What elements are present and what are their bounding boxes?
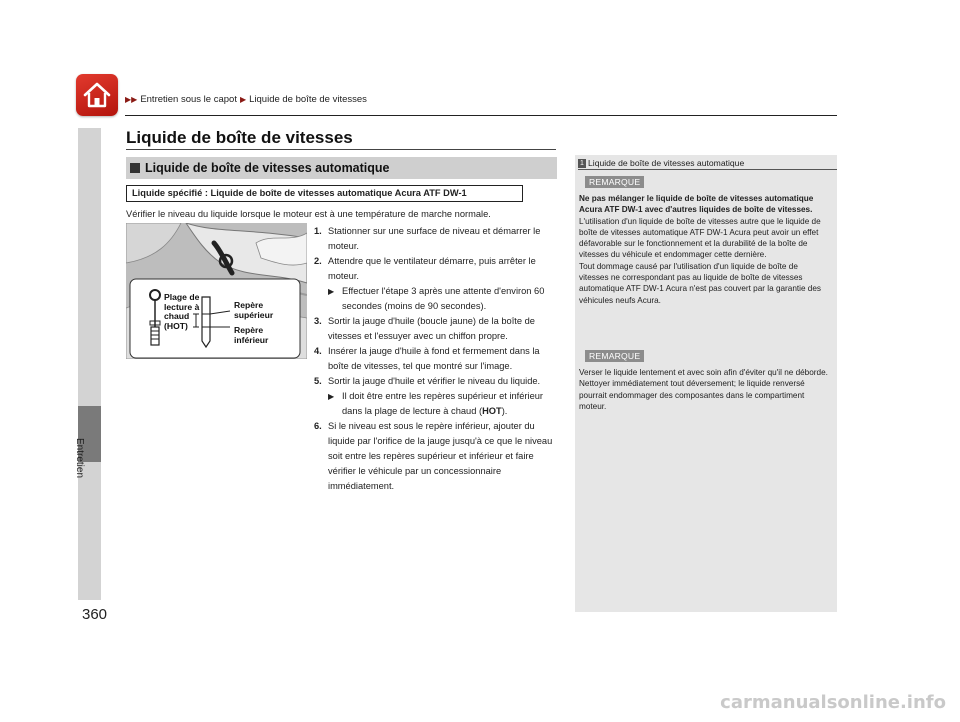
section-square-icon bbox=[130, 163, 140, 173]
remark-badge-2: REMARQUE bbox=[585, 350, 644, 362]
step-1: 1. Stationner sur une surface de niveau et démarrer le moteur. bbox=[314, 226, 541, 251]
remark-note-1: Ne pas mélanger le liquide de boîte de vitesses automatique Acura ATF DW-1 avec d'autres liquides de boîte de vitesses. L'utilisation d'un liquide de boîte de vitesses autre que le liquide de boîte de vitesses automatique ATF DW-1 Acura peut avoir un effet défavorable sur le fonctionnement et la durabilité de la boîte de vitesses du véhicule et endommager cette dernière. Tout dommage causé par l'utilisation d'un liquide de boîte de vitesses ne correspondant pas au liquide de boîte de vitesses automatique ATF DW-1 Acura n'est pas couvert par la garantie des véhicules neufs Acura. bbox=[579, 194, 822, 305]
title-divider bbox=[126, 149, 556, 150]
step-4: 4. Insérer la jauge d'huile à fond et fermement dans la boîte de vitesses, tel que montré sur l'image. bbox=[314, 346, 540, 371]
step-2: 2. Attendre que le ventilateur démarre, puis arrêter le moteur. bbox=[314, 256, 536, 281]
triangle-icon: ▶ bbox=[328, 287, 335, 296]
step-6: 6. Si le niveau est sous le repère inférieur, ajouter du liquide par l'orifice de la jauge jusqu'à ce que le niveau soit entre les repères supérieur et inférieur et faire vérifier le véhicule par un concessionnaire immédiatement. bbox=[314, 421, 553, 491]
step-5: 5. Sortir la jauge d'huile et vérifier le niveau du liquide. bbox=[314, 376, 541, 386]
page-number: 360 bbox=[82, 606, 108, 623]
procedure-steps bbox=[314, 224, 559, 494]
side-panel-divider bbox=[578, 169, 837, 170]
step-2-substep: ▶ Effectuer l'étape 3 après une attente d'environ 60 secondes (moins de 90 secondes). bbox=[328, 286, 545, 311]
intro-text: Vérifier le niveau du liquide lorsque le moteur est à une température de marche normale. bbox=[126, 209, 491, 219]
step-5-substep: ▶ Il doit être entre les repères supérieur et inférieur dans la plage de lecture à chaud (HOT). bbox=[328, 391, 544, 416]
watermark: carmanualsonline.info bbox=[720, 692, 946, 713]
lower-mark-label: Repère inférieur bbox=[234, 325, 269, 345]
remark-badge-1: REMARQUE bbox=[585, 176, 644, 188]
breadcrumb-link-1[interactable]: Entretien sous le capot bbox=[140, 94, 237, 105]
remark-note-2: Verser le liquide lentement et avec soin afin d'éviter qu'il ne déborde. Nettoyer immédiatement tout déversement; le liquide renversé pourrait endommager des composantes dans le compartiment moteur. bbox=[579, 368, 828, 411]
header-divider bbox=[125, 115, 837, 116]
home-button[interactable] bbox=[76, 74, 118, 116]
home-icon bbox=[82, 81, 112, 109]
page-title: Liquide de boîte de vitesses bbox=[126, 128, 353, 147]
chapter-label: Entretien bbox=[74, 438, 85, 479]
engine-illustration bbox=[126, 223, 307, 359]
hot-range-label: Plage de lecture à chaud (HOT) bbox=[164, 292, 200, 331]
step-3: 3. Sortir la jauge d'huile (boucle jaune) de la boîte de vitesses et l'essuyer avec un chiffon propre. bbox=[314, 316, 535, 341]
chapter-tab-strip bbox=[78, 128, 101, 600]
reference-marker: 1 bbox=[578, 159, 586, 168]
section-header bbox=[126, 157, 557, 179]
triangle-icon: ▶ bbox=[328, 392, 335, 401]
upper-mark-label: Repère supérieur bbox=[234, 300, 274, 320]
breadcrumb-link-2[interactable]: Liquide de boîte de vitesses bbox=[249, 94, 367, 105]
spec-box: Liquide spécifié : Liquide de boîte de vitesses automatique Acura ATF DW-1 bbox=[126, 185, 523, 202]
breadcrumb-arrow-icon: ▶▶ bbox=[125, 95, 138, 104]
breadcrumb-arrow-icon: ▶ bbox=[239, 95, 247, 104]
side-panel-heading: 1 Liquide de boîte de vitesses automatique bbox=[578, 158, 744, 168]
dipstick-figure bbox=[126, 223, 307, 359]
breadcrumb bbox=[125, 94, 367, 105]
section-title: Liquide de boîte de vitesses automatique bbox=[145, 161, 390, 175]
